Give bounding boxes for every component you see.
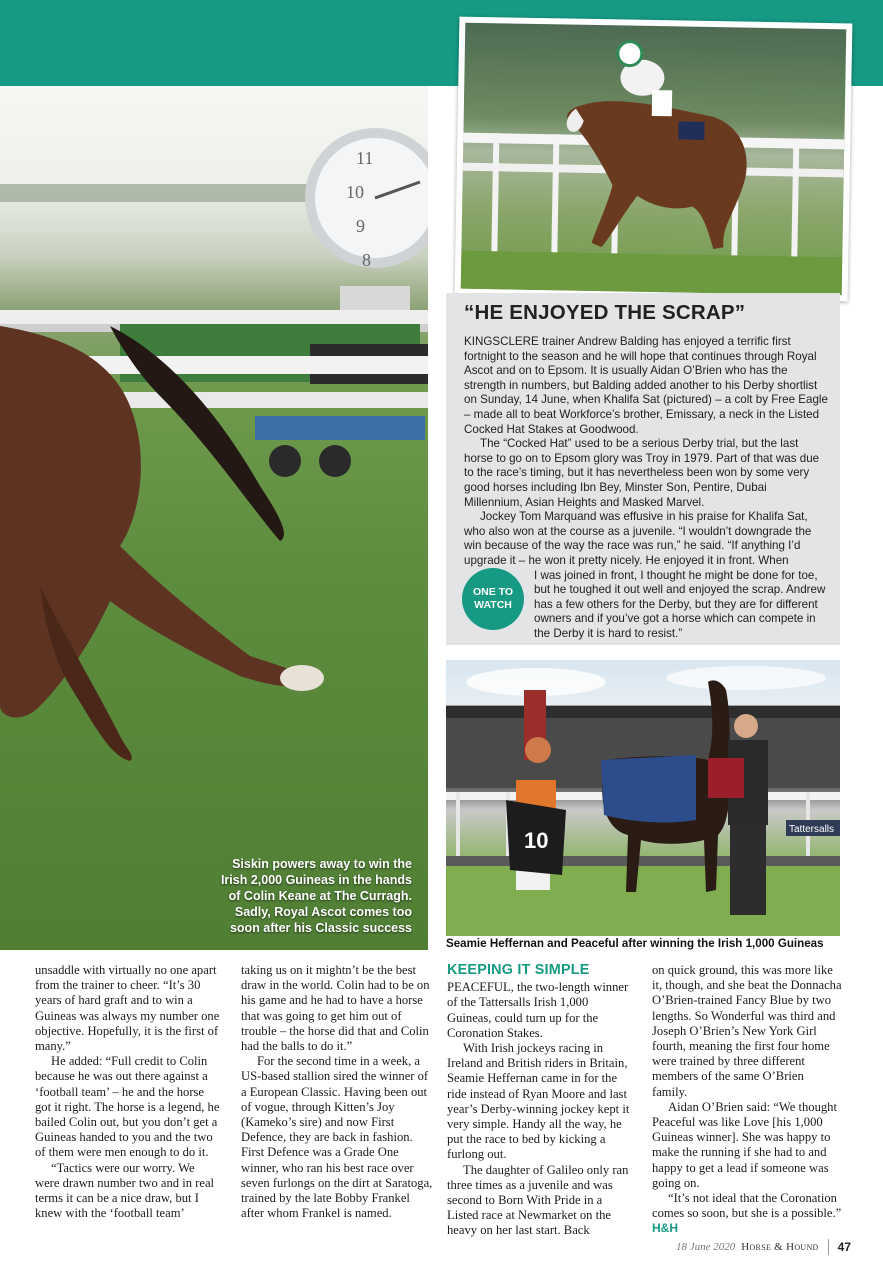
hero-photo-illustration — [0, 86, 428, 950]
badge-line-2: WATCH — [474, 599, 512, 611]
sidebar-paragraph: KINGSCLERE trainer Andrew Balding has enjoyed a terrific first fortnight to the season and he will hope that continues through Royal Ascot and on to Epsom. It is usually Aidan O’Brien who has the strength in numbers, but Balding added another to his Derby shortlist on Sunday, 14 June, when Khalifa Sat (pictured) – a colt by Free Eagle – made all to beat Workforce’s brother, Emissary, a neck in the Listed Cocked Hat Stakes at Goodwood. — [464, 335, 828, 436]
body-paragraph: He added: “Full credit to Colin because he was out there against a ‘football team’ – he and the horse got it right. The horse is a legend, he bailed Colin out, but you don’t get a Guineas handed to you and the two of them were men enough to do it. — [35, 1054, 220, 1160]
sidebar-paragraph: Jockey Tom Marquand was effusive in his praise for Khalifa Sat, who also won at the course as a juvenile. “I wouldn’t downgrade the win because of the way the race was run,” he said. “If anything I’d upgrade it – he won it pretty nicely. He enjoyed it in front. When — [464, 510, 812, 567]
badge-line-1: ONE TO — [472, 586, 514, 598]
body-paragraph: The daughter of Galileo only ran three times as a juvenile and was second to Born With Pride in a Listed race at Newmarket on the heavy on her last start. Back — [447, 1162, 629, 1238]
sidebar-paragraph-wrapped: I was joined in front, I thought he might be done for toe, but he toughed it out well and enjoyed the scrap. Andrew has a few others for the Derby, but they are for different owners and if you’ve got a horse which can compete in the Derby it is hard to resist.” — [534, 568, 826, 640]
peaceful-illustration — [446, 660, 840, 936]
footer-divider — [828, 1239, 829, 1255]
text-column-2 — [241, 963, 433, 1221]
text-column-1 — [35, 963, 220, 1221]
body-paragraph: Aidan O’Brien said: “We thought Peaceful was like Love [his 1,000 Guineas winner]. She was happy to make the running if she had to and happy to get a lead if someone was going on. — [652, 1099, 837, 1190]
body-paragraph: “Tactics were our worry. We were drawn number two and in real terms it can be a nice draw, but I knew with the ‘football team’ — [35, 1160, 215, 1221]
svg-text:11: 11 — [356, 148, 374, 168]
hero-photo-siskin — [0, 86, 428, 950]
photo-khalifa-sat — [455, 17, 853, 302]
body-paragraph: unsaddle with virtually no one apart from the trainer to cheer. “It’s 30 years of hard graft and to win a Guineas was always my number one objective. Hopefully, it is the first of many.” — [35, 963, 220, 1054]
bib-number: 10 — [524, 828, 549, 853]
body-paragraph: taking us on it mightn’t be the best draw in the world. Colin had to be on his game and he had to have a horse that was going to get him out of trouble – the horse did that and Colin had the balls to do it.” — [241, 963, 430, 1054]
body-paragraph: With Irish jockeys racing in Ireland and British riders in Britain, Seamie Heffernan came in for the ride instead of Ryan Moore and last year’s Derby-winning jockey kept it very simple. Handy all the way, he put the race to bed by kicking a furlong out. — [447, 1041, 630, 1162]
hero-caption: Siskin powers away to win the Irish 2,000 Guineas in the hands of Colin Keane at The Curragh. Sadly, Royal Ascot comes too soon after his Classic success — [220, 857, 412, 935]
final-quote: “It’s not ideal that the Coronation comes so soon, but she is a possible.” — [652, 1191, 842, 1221]
svg-text:8: 8 — [362, 250, 371, 270]
tattersalls-sign-text: Tattersalls — [789, 824, 835, 835]
photo-peaceful — [446, 660, 840, 936]
khalifa-sat-illustration — [461, 23, 847, 296]
body-paragraph-final — [652, 1191, 842, 1237]
page-number: 47 — [837, 1240, 851, 1254]
magazine-name: Horse & Hound — [741, 1241, 819, 1253]
peaceful-caption: Seamie Heffernan and Peaceful after winning the Irish 1,000 Guineas — [446, 937, 824, 950]
issue-date: 18 June 2020 — [675, 1241, 736, 1253]
svg-text:9: 9 — [356, 216, 365, 236]
svg-text:10: 10 — [346, 182, 364, 202]
sidebar-he-enjoyed-the-scrap — [446, 293, 840, 645]
body-paragraph: For the second time in a week, a US-based stallion sired the winner of a European Classic. Having been out of vogue, through Kitten’s Joy (Kameko’s sire) and now First Defence, they are back in fashion. First Defence was a Grade One winner, who ran his best race over seven furlongs on the dirt at Saratoga, trained by the late Bobby Frankel after whom Frankel is named. — [241, 1054, 433, 1221]
sidebar-heading: “HE ENJOYED THE SCRAP” — [464, 301, 746, 324]
section-heading-keeping-it-simple: KEEPING IT SIMPLE — [447, 962, 590, 978]
one-to-watch-badge — [462, 568, 524, 630]
hh-signoff: H&H — [652, 1221, 678, 1236]
sidebar-paragraph: The “Cocked Hat” used to be a serious Derby trial, but the last horse to go on to Epsom glory was Troy in 1979. Part of that was due to the race’s timing, but it has nevertheless been won by some very good horses including Ibn Bey, Minster Son, Pentire, Dubai Millennium, Asian Heights and Masked Marvel. — [464, 437, 820, 509]
text-column-3 — [447, 963, 632, 1239]
body-paragraph: PEACEFUL, the two-length winner of the Tattersalls Irish 1,000 Guineas, could turn up for the Coronation Stakes. — [447, 980, 629, 1040]
text-column-4 — [652, 963, 842, 1237]
page-footer — [676, 1239, 851, 1255]
body-paragraph: on quick ground, this was more like it, though, and she beat the Donnacha O’Brien-trained Fancy Blue by two lengths. So Wonderful was third and Joseph O’Brien’s New York Girl fourth, meaning the first four home were trained by three different members of the same O’Brien family. — [652, 963, 842, 1099]
